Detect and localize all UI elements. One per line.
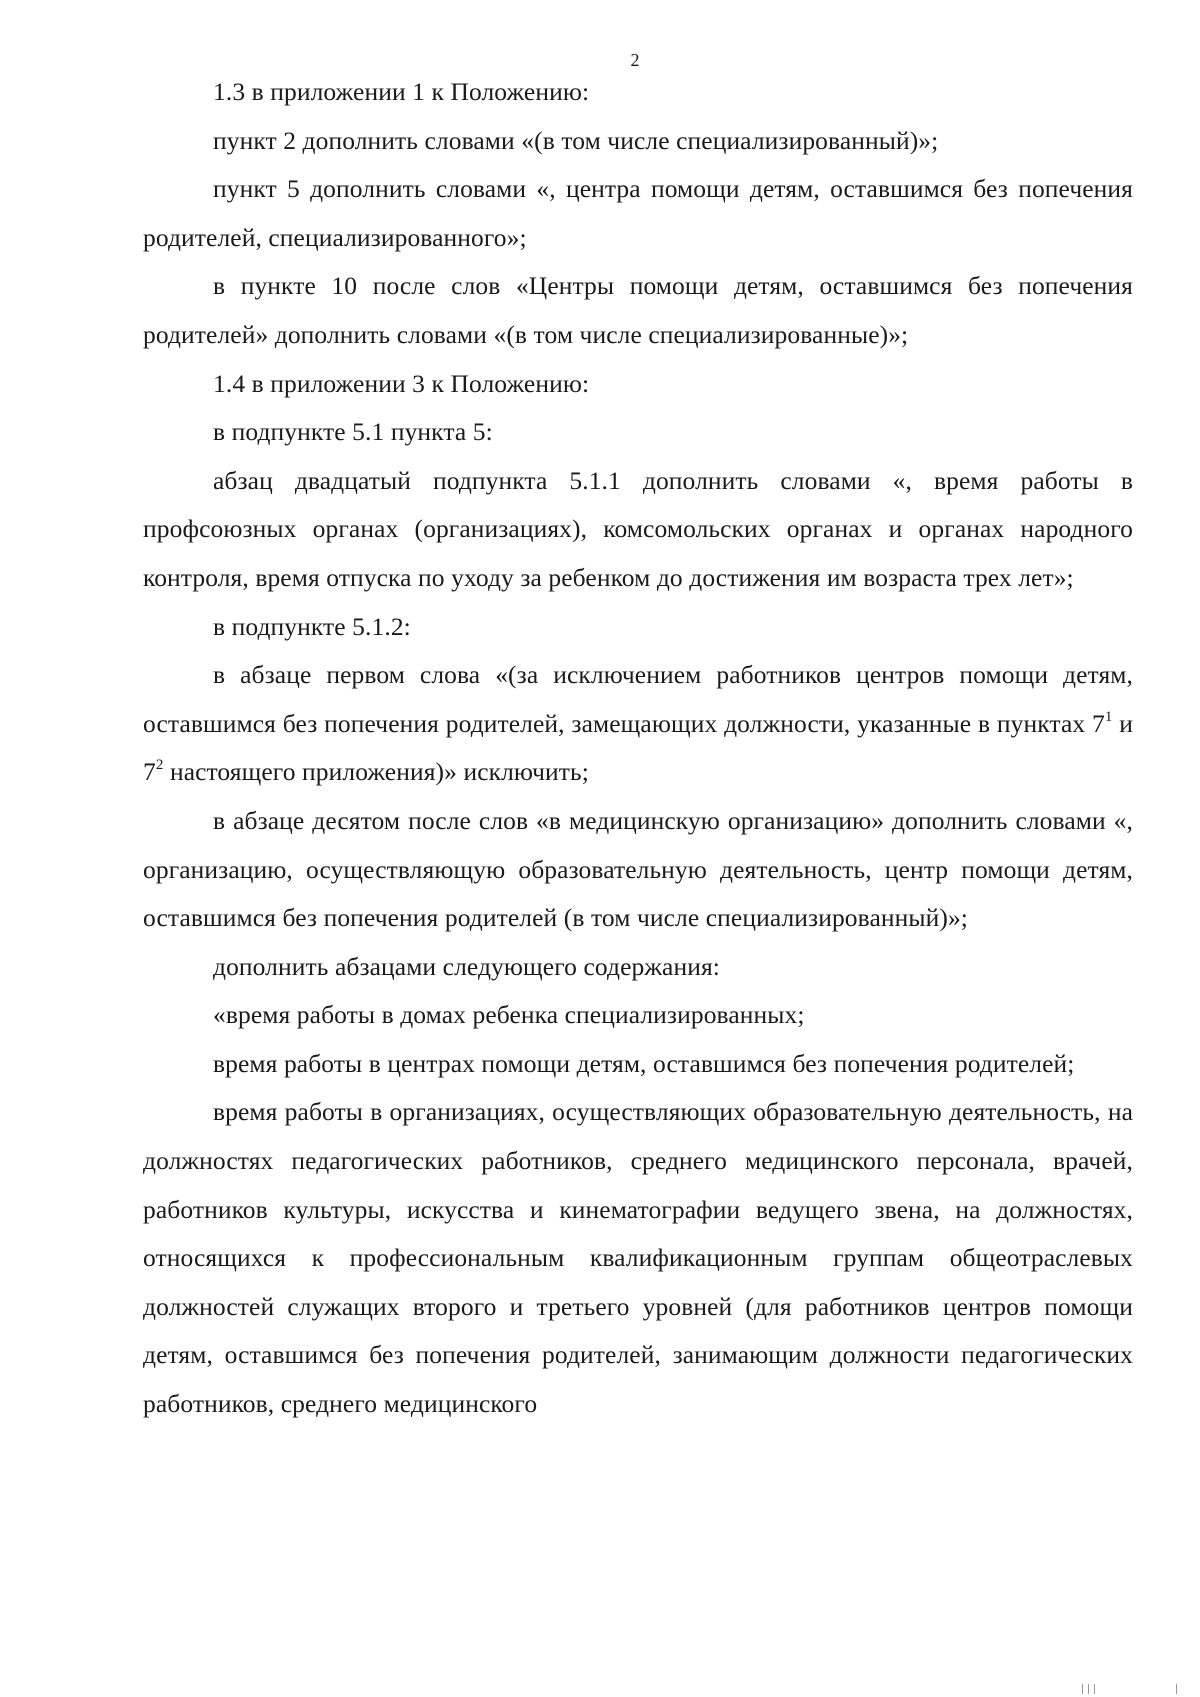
- scan-artifact: [1082, 1684, 1083, 1694]
- paragraph-2: пункт 2 дополнить словами «(в том числе специализированный)»;: [213, 125, 939, 155]
- paragraph-6: в подпункте 5.1 пункта 5:: [213, 417, 493, 447]
- paragraph-9-text-b: и 7: [143, 708, 1133, 787]
- scan-artifact: [1094, 1684, 1095, 1694]
- superscript-1: 1: [1104, 708, 1113, 725]
- paragraph-3: пункт 5 дополнить словами «, центра помощи детям, оставшимся без попечения родителей, специализированного»;: [143, 174, 1133, 252]
- paragraph-9: [143, 651, 1133, 797]
- paragraph-1: 1.3 в приложении 1 к Положению:: [213, 77, 590, 106]
- paragraph-5: 1.4 в приложении 3 к Положению:: [213, 368, 590, 398]
- superscript-2: 2: [155, 757, 164, 774]
- paragraph-10: в абзаце десятом после слов «в медицинскую организацию» дополнить словами «, организацию, осуществляющую образовательную деятельность, центр помощи детям, оставшимся без попечения родителей (в том числе специализированный)»;: [143, 805, 1133, 933]
- paragraph-8: в подпункте 5.1.2:: [213, 611, 411, 641]
- paragraph-13: время работы в центрах помощи детям, оставшимся без попечения родителей;: [213, 1048, 1075, 1078]
- paragraph-14: время работы в организациях, осуществляющих образовательную деятельность, на должностях педагогических работников, среднего медицинского персонала, врачей, работников культуры, искусства и кинематографии ведущего звена, на должностях, относящихся к профессиональным квалификационным группам общеотраслевых должностей служащих второго и третьего уровней (для работников центров помощи детям, оставшимся без попечения родителей, занимающим должности педагогических работников, среднего медицинского: [143, 1097, 1133, 1419]
- scan-artifact: [1176, 1684, 1177, 1694]
- paragraph-7: абзац двадцатый подпункта 5.1.1 дополнить словами «, время работы в профсоюзных органах (организациях), комсомольских органах и органах народного контроля, время отпуска по уходу за ребенком до достижения им возраста трех лет»;: [143, 465, 1133, 592]
- paragraph-9-text-a: в абзаце первом слова «(за исключением работников центров помощи детям, оставшимся без попечения родителей, замещающих должности, указанные в пунктах 7: [143, 660, 1133, 738]
- paragraph-11: дополнить абзацами следующего содержания:: [213, 951, 720, 981]
- page-number: 2: [630, 50, 640, 70]
- scan-artifact: [1088, 1684, 1089, 1694]
- paragraph-12: «время работы в домах ребенка специализированных;: [213, 1000, 805, 1030]
- document-body: [143, 68, 1133, 1429]
- paragraph-4: в пункте 10 после слов «Центры помощи детям, оставшимся без попечения родителей» дополнить словами «(в том числе специализированные)»;: [143, 271, 1133, 349]
- paragraph-9-text-c: настоящего приложения)» исключить;: [163, 757, 589, 787]
